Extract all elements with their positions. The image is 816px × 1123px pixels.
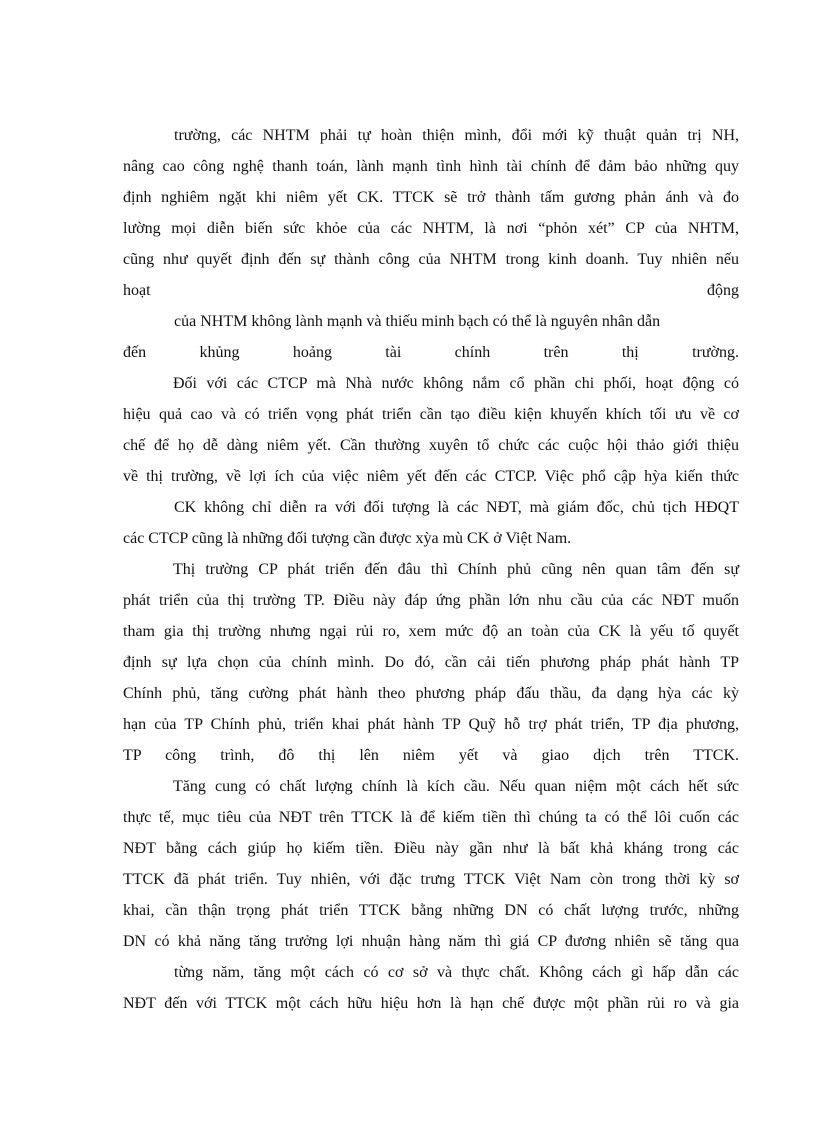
text-line: DN có khả năng tăng trưởng lợi nhuận hàng năm thì giá CP đương nhiên sẽ tăng qua	[123, 933, 739, 950]
text-line: CK không chỉ diễn ra với đối tượng là các NĐT, mà giám đốc, chủ tịch HĐQT	[174, 499, 739, 516]
text-line: Thị trường CP phát triển đến đâu thì Chính phủ cũng nên quan tâm đến sự	[173, 561, 739, 578]
text-line: về thị trường, về lợi ích của việc niêm yết đến các CTCP. Việc phổ cập hỳa kiến thức	[123, 468, 739, 485]
text-line: hoạt động	[123, 282, 739, 299]
text-line: từng năm, tăng một cách có cơ sở và thực chất. Không cách gì hấp dẫn các	[174, 964, 739, 981]
text-line: tham gia thị trường nhưng ngại rủi ro, xem mức độ an toàn của CK là yếu tố quyết	[123, 623, 739, 640]
text-line: các CTCP cũng là những đối tượng cần được xỳa mù CK ở Việt Nam.	[123, 530, 572, 547]
text-line: chế để họ dễ dàng niêm yết. Cần thường xuyên tổ chức các cuộc hội thảo giới thiệu	[123, 437, 739, 454]
text-line: Tăng cung có chất lượng chính là kích cầu. Nếu quan niệm một cách hết sức	[173, 778, 739, 795]
text-line: hạn của TP Chính phủ, triển khai phát hành TP Quỹ hỗ trợ phát triển, TP địa phương,	[123, 716, 739, 733]
text-line: phát triển của thị trường TP. Điều này đáp ứng phần lớn nhu cầu của các NĐT muốn	[123, 592, 739, 609]
text-line: NĐT đến với TTCK một cách hữu hiệu hơn là hạn chế được một phần rủi ro và gia	[123, 995, 739, 1012]
text-line: khai, cần thận trọng phát triển TTCK bằng những DN có chất lượng trước, những	[123, 902, 739, 919]
text-line: của NHTM không lành mạnh và thiếu minh bạch có thể là nguyên nhân dẫn	[174, 313, 661, 330]
text-line: thực tế, mục tiêu của NĐT trên TTCK là để kiếm tiền thì chúng ta có thể lôi cuốn các	[123, 809, 739, 826]
text-line: cũng như quyết định đến sự thành công của NHTM trong kinh doanh. Tuy nhiên nếu	[123, 251, 739, 268]
text-line: trường, các NHTM phải tự hoàn thiện mình, đổi mới kỹ thuật quản trị NH,	[174, 127, 739, 144]
text-line: TTCK đã phát triển. Tuy nhiên, với đặc trưng TTCK Việt Nam còn trong thời kỳ sơ	[123, 871, 739, 888]
text-line: định sự lựa chọn của chính mình. Do đó, cần cải tiến phương pháp phát hành TP	[123, 654, 739, 671]
text-line: nâng cao công nghệ thanh toán, lành mạnh tình hình tài chính để đảm bảo những quy	[123, 158, 739, 175]
text-line: TP công trình, đô thị lên niêm yết và giao dịch trên TTCK.	[123, 747, 739, 764]
text-line: Chính phủ, tăng cường phát hành theo phương pháp đấu thầu, đa dạng hỳa các kỳ	[123, 685, 739, 702]
text-line: Đối với các CTCP mà Nhà nước không nắm cổ phần chi phối, hoạt động có	[173, 375, 739, 392]
document-page	[123, 120, 739, 1019]
text-line: định nghiêm ngặt khi niêm yết CK. TTCK sẽ trở thành tấm gương phản ánh và đo	[123, 189, 739, 206]
text-line: hiệu quả cao và có triển vọng phát triển cần tạo điều kiện khuyến khích tối ưu về cơ	[123, 406, 739, 423]
text-line: NĐT bằng cách giúp họ kiếm tiền. Điều này gần như là bất khả kháng trong các	[123, 840, 739, 857]
text-line: lường mọi diễn biến sức khỏe của các NHTM, là nơi “phỏn xét” CP của NHTM,	[123, 220, 739, 237]
text-line: đến khủng hoảng tài chính trên thị trường.	[123, 344, 739, 361]
